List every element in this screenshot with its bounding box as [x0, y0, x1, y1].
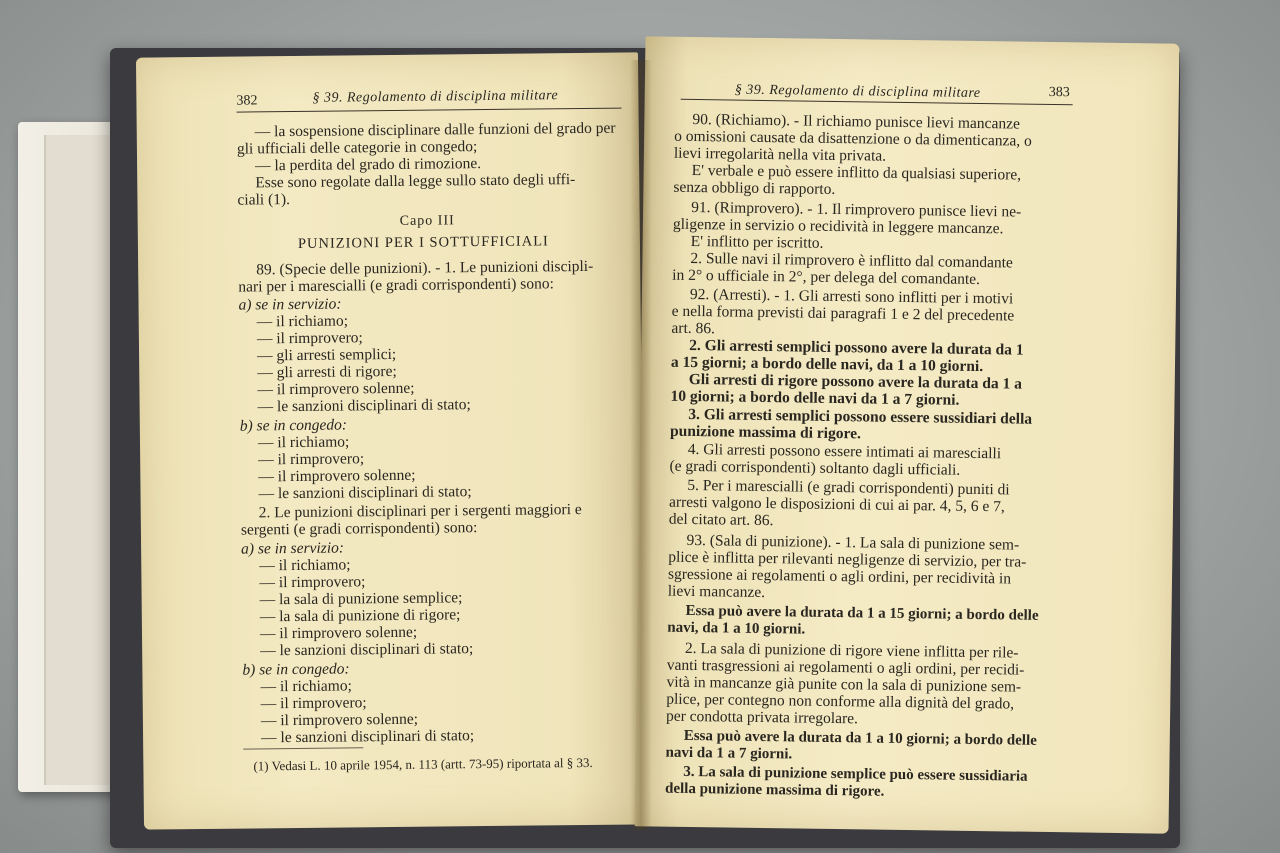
list-item: — il rimprovero solenne;	[260, 710, 419, 730]
text-line: 90. (Richiamo). - Il richiamo punisce lievi mancanze	[692, 110, 1021, 133]
list-item: — il richiamo;	[257, 433, 350, 452]
list-item: — il rimprovero solenne;	[258, 466, 416, 486]
text-line: b) se in congedo:	[239, 416, 348, 435]
header-rule-left	[237, 108, 622, 113]
list-item: — il rimprovero;	[259, 573, 366, 592]
text-line: 91. (Rimprovero). - 1. Il rimprovero punisce lievi ne-	[691, 198, 1022, 221]
text-line: gli ufficiali delle categorie in congedo;	[236, 138, 478, 158]
text-line-bold: Essa può avere la durata da 1 a 15 giorni; a bordo delle	[685, 602, 1039, 624]
footnote-rule	[243, 747, 363, 749]
text-line: o omissioni causate da disattenzione o da dimenticanza, o	[674, 127, 1032, 150]
text-line: sergenti (e gradi corrispondenti) sono:	[240, 519, 478, 539]
footnote: (1) Vedasi L. 10 aprile 1954, n. 113 (artt. 73-95) riportata al § 33.	[253, 754, 593, 774]
text-line: senza obbligo di rapporto.	[673, 178, 836, 198]
text-line: (e gradi corrispondenti) soltanto dagli ufficiali.	[669, 457, 961, 479]
text-line: ciali (1).	[237, 191, 291, 209]
text-line-bold: a 15 giorni; a bordo delle navi, da 1 a 10 giorni.	[670, 353, 984, 376]
text-line: lievi irregolarità nella vita privata.	[673, 144, 887, 165]
text-line-bold: della punizione massima di rigore.	[664, 780, 885, 800]
text-line: E' verbale e può essere inflitto da qualsiasi superiore,	[691, 161, 1022, 184]
list-item: — la sala di punizione semplice;	[259, 589, 463, 609]
text-line: a) se in servizio:	[238, 295, 342, 314]
text-line-bold: 3. Gli arresti semplici possono essere sussidiari della	[688, 405, 1033, 428]
text-line-bold: Gli arresti di rigore possono avere la durata da 1 a	[688, 370, 1023, 393]
list-item: — il richiamo;	[259, 556, 351, 575]
text-line: 89. (Specie delle punizioni). - 1. Le punizioni discipli-	[256, 257, 594, 279]
text-line: lievi mancanze.	[667, 582, 766, 602]
text-line-bold: 3. La sala di punizione semplice può essere sussidiaria	[683, 763, 1028, 785]
text-line: del citato art. 86.	[668, 510, 774, 530]
list-item: — le sanzioni disciplinari di stato;	[261, 727, 475, 747]
left-page	[136, 52, 646, 829]
text-line: 93. (Sala di punizione). - 1. La sala di punizione sem-	[686, 531, 1020, 554]
text-line-bold: Essa può avere la durata da 1 a 10 giorni; a bordo delle	[683, 727, 1037, 749]
text-line: nari per i marescialli (e gradi corrispondenti) sono:	[238, 275, 554, 296]
text-line-bold: navi, da 1 a 10 giorni.	[667, 619, 806, 638]
right-page	[635, 36, 1180, 833]
text-line: 5. Per i marescialli (e gradi corrispondenti) puniti di	[687, 476, 1010, 499]
text-line: E' inflitto per iscritto.	[690, 232, 824, 252]
text-line: vità in mancanze già punite con la sala di punizione sem-	[666, 673, 1022, 696]
text-line: 2. La sala di punizione di rigore viene inflitta per rile-	[684, 639, 1019, 662]
list-item: — il rimprovero;	[256, 329, 363, 348]
text-line: — la sospensione disciplinare dalle funzioni del grado per	[254, 119, 616, 141]
list-item: — il rimprovero;	[258, 450, 365, 469]
text-line: e nella forma previsti dai paragrafi 1 e 2 del precedente	[671, 302, 1015, 325]
text-line: sgressione ai regolamenti o agli ordini, per recidività in	[667, 565, 1012, 588]
text-line: Esse sono regolate dalla legge sullo stato degli uffi-	[255, 171, 576, 192]
text-line: 92. (Arresti). - 1. Gli arresti sono inflitti per i motivi	[689, 285, 1014, 308]
text-line: 2. Sulle navi il rimprovero è inflitto dal comandante	[690, 249, 1013, 272]
list-item: — il richiamo;	[256, 312, 349, 331]
text-line: 2. Le punizioni disciplinari per i sergenti maggiori e	[258, 501, 582, 522]
text-line: in 2° o ufficiale in 2°, per delega del comandante.	[672, 266, 981, 289]
chapter-label: Capo III	[399, 213, 455, 229]
text-line-bold: 2. Gli arresti semplici possono avere la durata da 1	[689, 336, 1024, 359]
text-line: per condotta privata irregolare.	[665, 707, 859, 728]
running-header-right: § 39. Regolamento di disciplina militare	[734, 82, 981, 101]
book-gutter-shadow	[630, 60, 652, 830]
text-line: b) se in congedo:	[242, 660, 350, 679]
list-item: — le sanzioni disciplinari di stato;	[257, 396, 471, 416]
text-line: art. 86.	[671, 319, 716, 338]
list-item: — il rimprovero solenne;	[257, 379, 415, 399]
text-line: — la perdita del grado di rimozione.	[255, 155, 482, 175]
text-line: gligenze in servizio o recidività in leggere mancanze.	[672, 215, 1004, 238]
text-line: plice, per contegno non conforme alla dignità del grado,	[666, 690, 1015, 713]
list-item: — gli arresti semplici;	[257, 345, 397, 365]
list-item: — la sala di punizione di rigore;	[259, 606, 461, 626]
list-item: — le sanzioni disciplinari di stato;	[260, 640, 474, 660]
list-item: — le sanzioni disciplinari di stato;	[258, 483, 472, 503]
page-number-left: 382	[236, 93, 258, 109]
text-line-bold: punizione massima di rigore.	[669, 422, 862, 443]
running-header-left: § 39. Regolamento di disciplina militare	[312, 88, 559, 106]
text-line: plice è inflitta per rilevanti negligenze di servizio, per tra-	[668, 548, 1027, 571]
list-item: — gli arresti di rigore;	[257, 362, 397, 382]
list-item: — il richiamo;	[260, 677, 352, 696]
text-line: arresti valgono le disposizioni di cui ai par. 4, 5, 6 e 7,	[668, 493, 1005, 516]
list-item: — il rimprovero solenne;	[259, 623, 418, 643]
chapter-title: PUNIZIONI PER I SOTTUFFICIALI	[297, 233, 549, 252]
text-line-bold: 10 giorni; a bordo delle navi da 1 a 7 giorni.	[670, 387, 960, 409]
text-line: 4. Gli arresti possono essere intimati ai marescialli	[687, 440, 1002, 463]
text-line-bold: navi da 1 a 7 giorni.	[665, 744, 793, 763]
text-line: a) se in servizio:	[241, 539, 345, 558]
text-line: vanti trasgressioni ai regolamenti o agli ordini, per recidi-	[666, 656, 1025, 679]
list-item: — il rimprovero;	[260, 694, 367, 713]
page-number-right: 383	[1048, 84, 1070, 101]
